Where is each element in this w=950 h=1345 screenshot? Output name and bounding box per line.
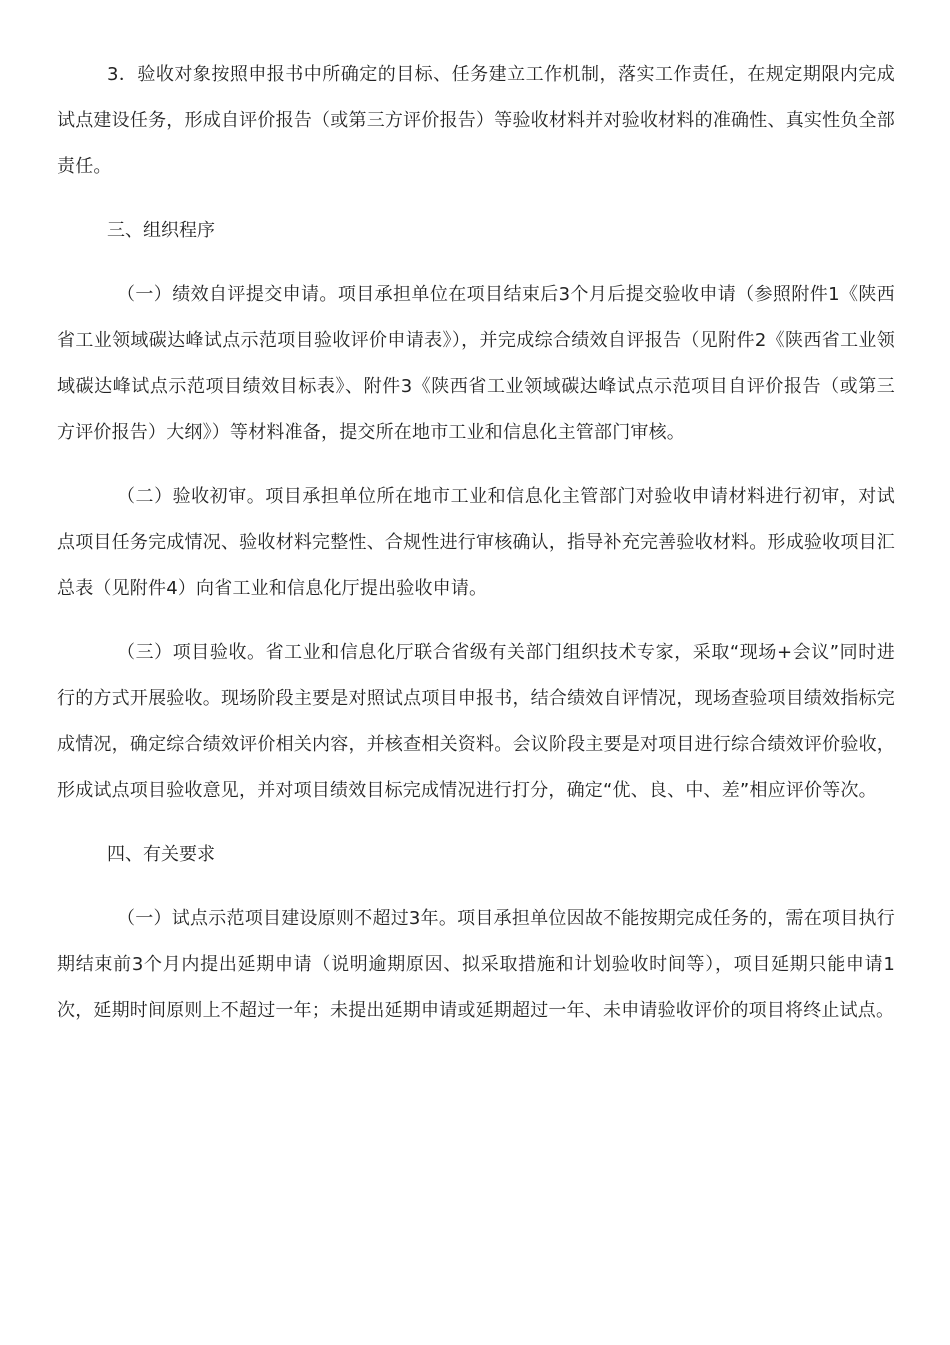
- section-heading-requirements: 四、有关要求: [107, 844, 215, 865]
- spacer: [57, 456, 895, 474]
- spacer: [57, 190, 895, 208]
- paragraph-construction-period: （一）试点示范项目建设原则不超过3年。项目承担单位因故不能按期完成任务的，需在项目执行期结束前3个月内提出延期申请（说明逾期原因、拟采取措施和计划验收时间等），项目延期只能申请1次，延期时间原则上不超过一年；未提出延期申请或延期超过一年、未申请验收评价的项目将终止试点。: [57, 908, 895, 1021]
- spacer: [57, 878, 895, 896]
- spacer: [57, 254, 895, 272]
- paragraph-preliminary-review: （二）验收初审。项目承担单位所在地市工业和信息化主管部门对验收申请材料进行初审，对试点项目任务完成情况、验收材料完整性、合规性进行审核确认，指导补充完善验收材料。形成验收项目汇总表（见附件4）向省工业和信息化厅提出验收申请。: [57, 486, 895, 599]
- spacer: [57, 814, 895, 832]
- spacer: [57, 612, 895, 630]
- paragraph-item-3: 3．验收对象按照申报书中所确定的目标、任务建立工作机制，落实工作责任，在规定期限内完成试点建设任务，形成自评价报告（或第三方评价报告）等验收材料并对验收材料的准确性、真实性负全部责任。: [57, 64, 895, 177]
- document-page: [57, 52, 895, 1034]
- paragraph-self-evaluation-submission: （一）绩效自评提交申请。项目承担单位在项目结束后3个月后提交验收申请（参照附件1《陕西省工业领域碳达峰试点示范项目验收评价申请表》），并完成综合绩效自评报告（见附件2《陕西省工业领域碳达峰试点示范项目绩效目标表》、附件3《陕西省工业领域碳达峰试点示范项目自评价报告（或第三方评价报告）大纲》）等材料准备，提交所在地市工业和信息化主管部门审核。: [57, 284, 895, 443]
- section-heading-organization-procedure: 三、组织程序: [107, 220, 215, 241]
- paragraph-project-acceptance: （三）项目验收。省工业和信息化厅联合省级有关部门组织技术专家，采取“现场+会议”同时进行的方式开展验收。现场阶段主要是对照试点项目申报书，结合绩效自评情况，现场查验项目绩效指标完成情况，确定综合绩效评价相关内容，并核查相关资料。会议阶段主要是对项目进行综合绩效评价验收，形成试点项目验收意见，并对项目绩效目标完成情况进行打分，确定“优、良、中、差”相应评价等次。: [57, 642, 895, 801]
